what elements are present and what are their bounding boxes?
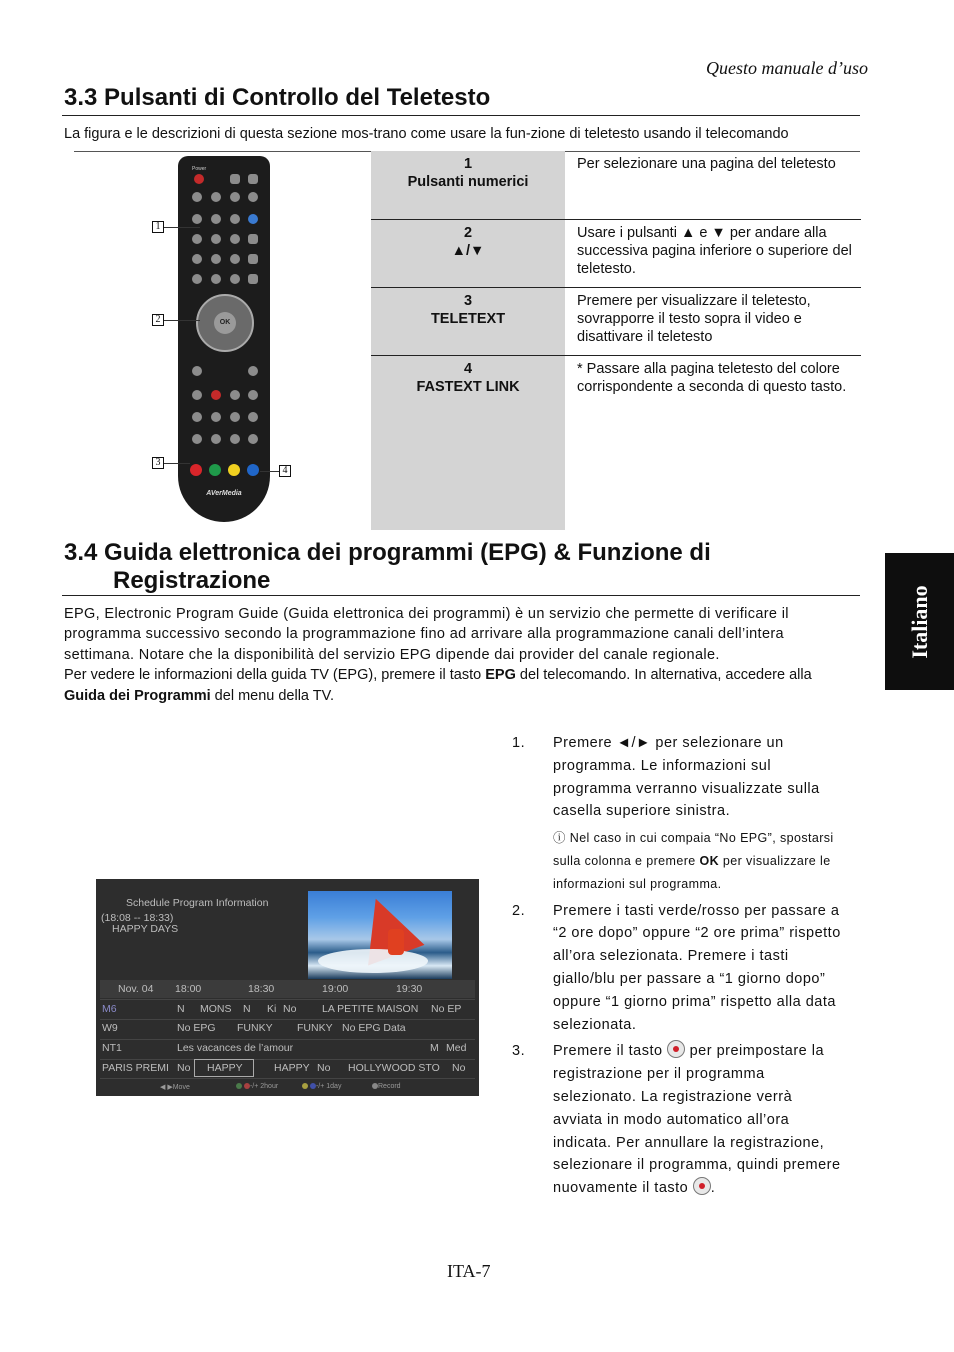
numeric-button <box>192 274 202 284</box>
epg-program-cell: Les vacances de l’amour <box>177 1042 294 1054</box>
numeric-button <box>230 234 240 244</box>
remote-button <box>192 192 202 202</box>
epg-time-slot: 19:30 <box>396 983 423 995</box>
step-text: Premere ◄/► per selezionare un programma. Le informazioni sul programma verranno visualizzate sulla casella superiore sinistra. <box>553 735 820 820</box>
windsurfer <box>388 929 404 955</box>
step-number: 3. <box>512 1043 526 1060</box>
remote-button <box>211 412 221 422</box>
text-span: per visualizzare le informazioni sul programma. <box>553 853 831 891</box>
epg-program-cell: No EPG Data <box>342 1022 406 1034</box>
table-desc-cell: Premere per visualizzare il teletesto, sovrapporre il testo sopra il video e disattivare il teletesto <box>565 287 861 355</box>
section-title-line: 3.4 Guida elettronica dei programmi (EPG) & Funzione di <box>64 539 711 566</box>
step-number: 2. <box>512 902 526 919</box>
epg-preview-image <box>308 891 452 979</box>
callout-4: 4 <box>279 465 291 477</box>
epg-channel: M6 <box>102 1003 117 1015</box>
row-number: 2 <box>463 224 473 241</box>
remote-button <box>248 174 258 184</box>
green-dot-icon <box>236 1083 242 1089</box>
remote-button <box>248 192 258 202</box>
text-span: -/+ 2hour <box>249 1083 279 1090</box>
epg-program-cell: No <box>177 1062 191 1074</box>
epg-paragraph <box>64 665 854 706</box>
callout-3: 3 <box>152 457 164 469</box>
text-span: del telecomando. In alternativa, accedere alla <box>515 667 812 684</box>
text-span: Guida dei Programmi <box>64 687 211 704</box>
epg-info-program: HAPPY DAYS <box>112 923 179 935</box>
epg-program-cell: No <box>283 1003 297 1015</box>
table-key-cell <box>371 151 565 219</box>
epg-program-cell: MONS <box>200 1003 232 1015</box>
epg-program-cell: No EP <box>431 1003 462 1015</box>
step-note <box>512 827 842 895</box>
epg-steps <box>512 732 842 1200</box>
step-1 <box>512 732 842 823</box>
power-label: Power <box>192 166 207 172</box>
callout-1: 1 <box>152 221 164 233</box>
remote-button <box>248 434 258 444</box>
epg-footer <box>96 1080 479 1096</box>
table-key-cell <box>371 355 565 530</box>
text-span: Per vedere le informazioni della guida TV (EPG), premere il tasto <box>64 667 486 684</box>
epg-footer-move: ◀ ▶Move <box>160 1084 190 1091</box>
table-row <box>371 355 861 530</box>
epg-program-cell: HOLLYWOOD STO <box>348 1062 440 1074</box>
epg-footer-hour <box>236 1083 278 1090</box>
power-button <box>194 174 204 184</box>
text-span: Record <box>378 1083 401 1090</box>
remote-button <box>192 366 202 376</box>
numeric-button <box>211 274 221 284</box>
epg-date: Nov. 04 <box>118 983 154 995</box>
grid-line <box>100 999 475 1000</box>
epg-program-cell: No <box>317 1062 331 1074</box>
section-intro: La figura e le descrizioni di questa sezione mos-trano come usare la fun-zione di teletesto usando il telecomando <box>64 126 789 142</box>
callout-leader <box>260 471 279 472</box>
epg-program-cell: LA PETITE MAISON <box>322 1003 419 1015</box>
row-name: Pulsanti numerici <box>407 174 529 190</box>
epg-description <box>64 604 854 706</box>
side-tab-label: Italiano <box>906 584 932 659</box>
remote-button <box>248 390 258 400</box>
remote-button <box>211 192 221 202</box>
epg-program-cell: N <box>177 1003 185 1015</box>
epg-program-cell: HAPPY <box>274 1062 310 1074</box>
epg-screenshot <box>96 879 479 1096</box>
remote-button <box>230 412 240 422</box>
callout-leader <box>164 227 200 228</box>
yellow-dot-icon <box>302 1083 308 1089</box>
numeric-button <box>211 214 221 224</box>
remote-button <box>230 192 240 202</box>
row-name: FASTEXT LINK <box>416 378 520 395</box>
table-key-cell <box>371 287 565 355</box>
epg-button <box>248 234 258 244</box>
numeric-button <box>230 274 240 284</box>
epg-channel: PARIS PREMI <box>102 1062 169 1074</box>
remote-brand-logo: AVerMedia <box>206 490 242 497</box>
table-row <box>371 151 861 219</box>
record-button-icon <box>693 1177 711 1195</box>
numeric-button <box>192 214 202 224</box>
text-span: Nel caso in cui compaia “No EPG”, spostarsi sulla colonna e premere <box>553 831 834 868</box>
callout-leader <box>164 463 190 464</box>
epg-program-cell: HAPPY <box>207 1062 243 1074</box>
step-text: Premere il tasto <box>553 1043 668 1060</box>
step-text: per preimpostare la registrazione per il programma selezionato. La registrazione verrà avviata in modo automatico all’ora indicata. Per annullare la registrazione, selezionare il programma, quindi premere nuovamente il tasto <box>553 1043 841 1197</box>
info-icon: ⓘ <box>553 831 566 846</box>
epg-program-cell: M <box>430 1042 439 1054</box>
red-button <box>190 464 202 476</box>
epg-paragraph: EPG, Electronic Program Guide (Guida elettronica dei programmi) è un servizio che permette di verificare il programma successivo secondo la programmazione fino ad arrivare alla programmazione canali dell’intera settimana. Notare che la disponibilità del servizio EPG dipende dai provider del canale regionale. <box>64 606 789 663</box>
text-span: EPG <box>485 667 516 684</box>
language-side-tab <box>885 553 954 690</box>
epg-program-cell: Ki <box>267 1003 277 1015</box>
step-number: 1. <box>512 735 526 751</box>
epg-channel: W9 <box>102 1022 118 1034</box>
epg-program-cell: No EPG <box>177 1022 216 1034</box>
remote-button <box>248 254 258 264</box>
table-desc-cell: Per selezionare una pagina del teletesto <box>565 151 861 219</box>
epg-footer-day <box>302 1083 341 1090</box>
remote-button <box>248 214 258 224</box>
epg-footer-record <box>372 1083 401 1090</box>
epg-program-cell: N <box>243 1003 251 1015</box>
header-tagline: Questo manuale d’uso <box>706 58 868 78</box>
numeric-button <box>230 254 240 264</box>
row-name: TELETEXT <box>430 310 506 327</box>
remote-button <box>230 174 240 184</box>
section-title-3-3: 3.3 Pulsanti di Controllo del Teletesto <box>64 84 491 111</box>
epg-program-cell: FUNKY <box>297 1022 333 1034</box>
row-number: 3 <box>463 292 473 309</box>
remote-button <box>248 366 258 376</box>
remote-button <box>248 274 258 284</box>
teletext-buttons-table <box>371 151 861 530</box>
ok-button: OK <box>214 312 236 334</box>
page-number: ITA-7 <box>447 1261 491 1281</box>
epg-time-slot: 18:30 <box>248 983 275 995</box>
step-text: . <box>710 1180 716 1197</box>
row-name: ▲/▼ <box>451 242 485 259</box>
blue-button <box>247 464 259 476</box>
text-span: Move <box>172 1084 190 1091</box>
numeric-button <box>192 254 202 264</box>
remote-button <box>211 434 221 444</box>
grid-line <box>100 1019 475 1020</box>
text-span: OK <box>699 853 720 868</box>
grid-line <box>100 1039 475 1040</box>
grid-line <box>100 1059 475 1060</box>
table-row <box>371 287 861 355</box>
step-text: Premere i tasti verde/rosso per passare a “2 ore dopo” oppure “2 ore prima” rispetto all’ora selezionata. Premere i tasti giallo/blu per passare a “1 giorno dopo” oppure “1 giorno prima” rispetto alla data selezionata. <box>553 902 841 1033</box>
section-title-3-4 <box>64 539 711 595</box>
section-rule <box>62 595 860 596</box>
grid-line <box>100 1078 475 1079</box>
callout-2: 2 <box>152 314 164 326</box>
epg-info-title: Schedule Program Information <box>126 897 269 909</box>
table-key-cell <box>371 219 565 287</box>
record-button-icon <box>667 1040 685 1058</box>
section-rule <box>62 115 860 116</box>
remote-button <box>192 412 202 422</box>
remote-body <box>178 156 270 522</box>
green-button <box>209 464 221 476</box>
callout-leader <box>164 320 200 321</box>
remote-button <box>248 412 258 422</box>
step-3 <box>512 1040 842 1200</box>
remote-button <box>192 434 202 444</box>
remote-button <box>230 434 240 444</box>
numeric-button <box>230 214 240 224</box>
epg-program-cell: FUNKY <box>237 1022 273 1034</box>
wave-splash <box>318 949 428 973</box>
remote-control-figure <box>150 156 295 526</box>
yellow-button <box>228 464 240 476</box>
epg-program-cell: No <box>452 1062 466 1074</box>
table-row <box>371 219 861 287</box>
numeric-button <box>211 254 221 264</box>
table-desc-cell: * Passare alla pagina teletesto del colore corrispondente a seconda di questo tasto. <box>577 360 847 395</box>
remote-button <box>192 390 202 400</box>
row-number: 1 <box>463 156 473 172</box>
epg-channel: NT1 <box>102 1042 122 1054</box>
record-button <box>211 390 221 400</box>
row-number: 4 <box>463 360 473 377</box>
text-span: -/+ 1day <box>315 1083 342 1090</box>
numeric-button <box>192 234 202 244</box>
epg-program-cell: Med <box>446 1042 467 1054</box>
epg-time-slot: 18:00 <box>175 983 202 995</box>
text-span: del menu della TV. <box>210 687 334 704</box>
step-2 <box>512 900 842 1037</box>
table-desc-cell: Usare i pulsanti ▲ e ▼ per andare alla successiva pagina inferiore o superiore del teletesto. <box>565 219 861 287</box>
epg-time-slot: 19:00 <box>322 983 349 995</box>
epg-info-time: (18:08 -- 18:33) <box>101 912 174 924</box>
remote-button <box>230 390 240 400</box>
numeric-button <box>211 234 221 244</box>
section-title-line: Registrazione <box>113 567 271 594</box>
